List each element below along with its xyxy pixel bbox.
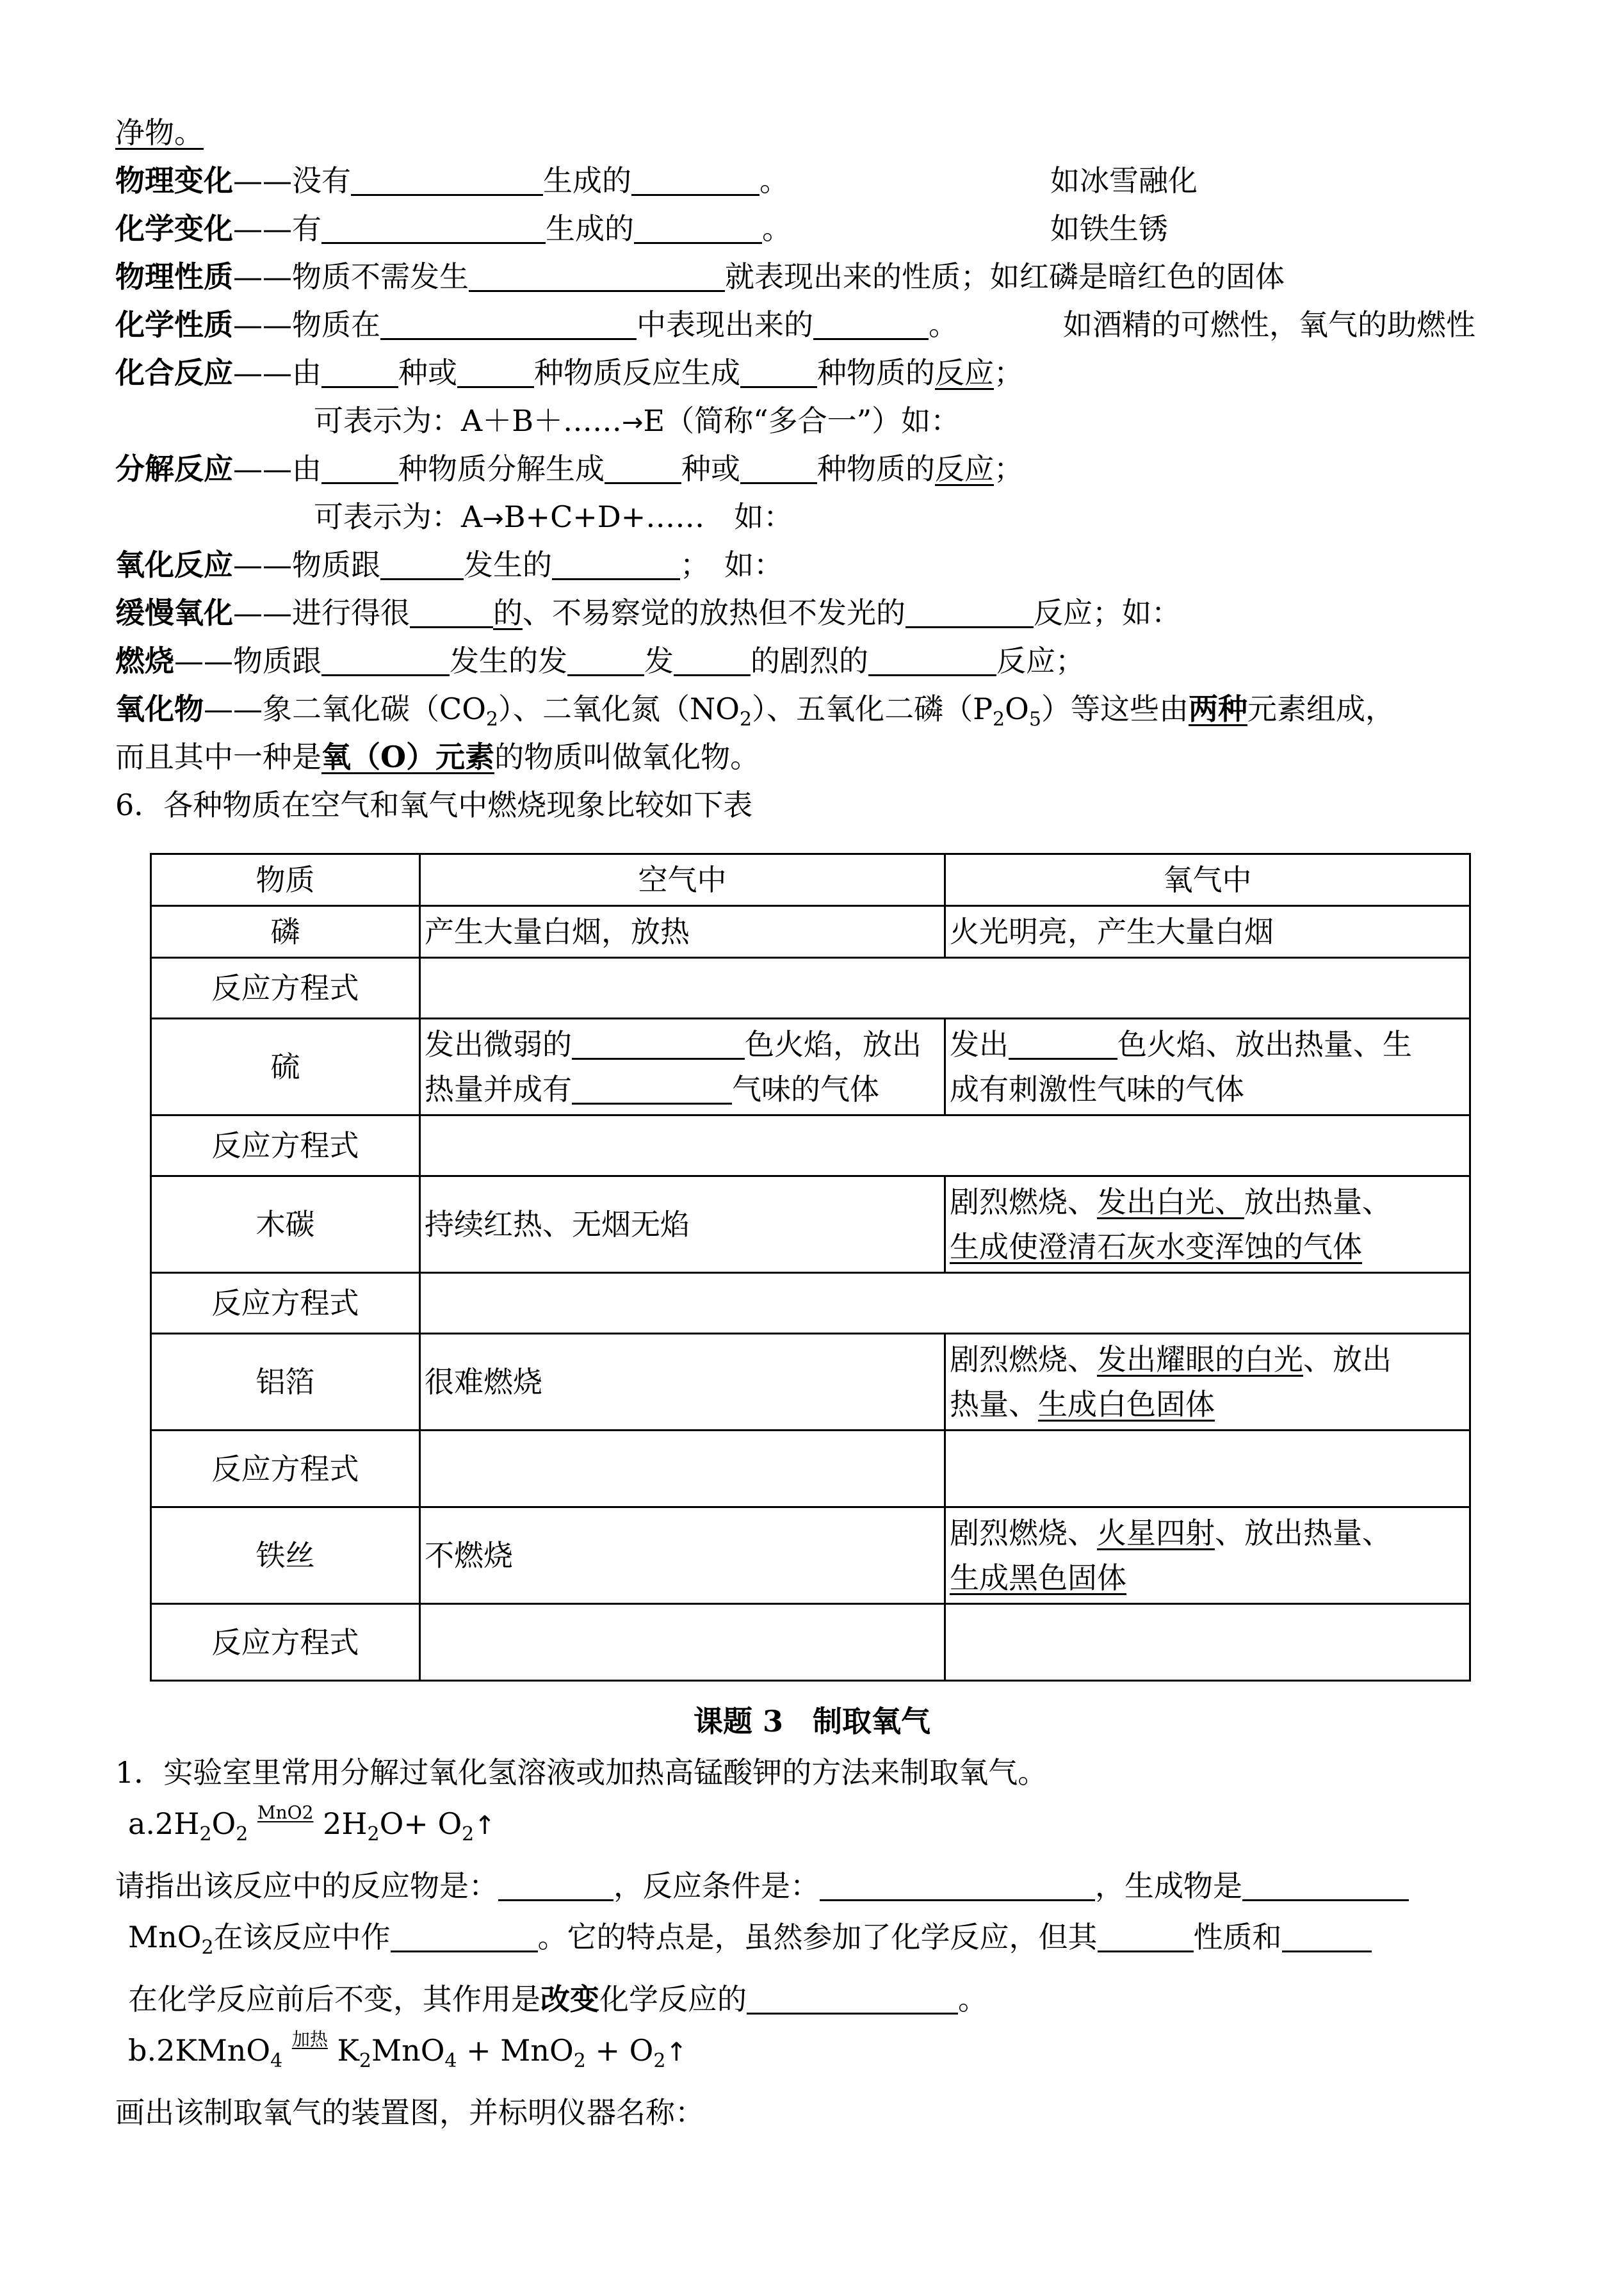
text: ——物质跟 [174,644,321,678]
text: 中表现出来的 [637,307,813,342]
text: 就表现出来的性质；如红磷是暗红色的固体 [725,259,1285,294]
answer-blank[interactable] [747,1978,958,2015]
text: ——有 [233,211,321,246]
answer-blank[interactable] [1242,1865,1409,1901]
text: ）、五氧化二磷（P [752,692,993,726]
table-header-row [151,854,1470,906]
table-row [151,1019,1470,1115]
header-cell: 物质 [151,854,420,906]
text: 1．实验室里常用分解过氧化氢溶液或加热高锰酸钾的方法来制取氧气。 [115,1755,1048,1790]
text: ——物质在 [233,307,380,342]
text: 。 [929,307,958,342]
header-cell: 氧气中 [945,854,1470,906]
oxide-line-2 [115,733,1524,781]
text: ——由 [233,451,321,486]
subscript: 2 [573,2050,586,2072]
oxygen-cell [945,1334,1470,1431]
equation-answer-cell[interactable] [945,1604,1470,1681]
formula-text: O+ O [379,1806,462,1841]
equation-answer-cell[interactable] [420,1273,1470,1334]
underlined-text: 发出耀眼的白光 [1097,1342,1303,1377]
substance-cell: 磷 [151,906,420,958]
equation-label: 反应方程式 [151,1115,420,1176]
formula-text: a.2H [128,1806,200,1841]
reaction-condition: MnO2 [257,1802,314,1823]
equation-row [151,1431,1470,1507]
substance-cell: 木碳 [151,1176,420,1273]
text: ； [994,451,1023,486]
text: ——没有 [233,163,351,198]
text: 色火焰，放出 [745,1027,922,1062]
term-oxide: 氧化物 [115,692,204,726]
text: 种物质的 [817,451,935,486]
text: 生成的 [546,211,634,246]
text: ——物质跟 [233,547,380,582]
text: 请指出该反应中的反应物是： [115,1869,498,1903]
subscript: 2 [201,1936,214,1959]
formula-text: O [211,1806,236,1841]
equation-row [151,1273,1470,1334]
emphasis-text: 改变 [540,1982,599,2016]
text: ； 如： [680,547,783,582]
answer-blank[interactable] [1009,1023,1117,1060]
slow-oxidation-line [115,589,1524,637]
answer-blank[interactable] [905,592,1034,628]
decomposition-formula-line [115,493,1524,541]
lesson-3-section [115,1747,1524,2138]
equation-answer-cell[interactable] [420,1431,945,1507]
example-text: 如冰雪融化 [1050,163,1198,198]
example-text: 如铁生锈 [1050,211,1168,246]
text: 。 [762,211,792,246]
oxide-line [115,685,1524,733]
question-line-1 [115,1860,1524,1911]
text: 。 [759,163,789,198]
answer-blank[interactable] [1282,1916,1372,1952]
text: 气味的气体 [732,1072,879,1107]
formula-text: 可表示为：A [314,499,483,534]
answer-blank[interactable] [321,352,398,388]
answer-blank[interactable] [572,1068,732,1105]
right-arrow-icon: → [482,504,504,533]
formula-text: B+C+D+…… 如： [503,499,793,534]
text: 反应；如： [1034,596,1181,630]
formula-text: b.2KMnO [128,2033,271,2068]
answer-blank[interactable] [380,304,637,340]
answer-blank[interactable] [351,159,543,196]
equation-b [115,2025,1524,2087]
chemical-property-line [115,301,1524,349]
question-line-2 [115,1911,1524,1974]
table-row [151,906,1470,958]
text: 发 [644,644,674,678]
item-6-heading [115,781,1524,829]
definitions-section [115,109,1524,829]
subscript: 2 [367,1823,380,1845]
equation-label: 反应方程式 [151,958,420,1019]
text: 画出该制取氧气的装置图，并标明仪器名称： [115,2095,704,2130]
lesson-title: 课题 3 制取氧气 [693,1704,931,1739]
underlined-text: 生成使澄清石灰水变浑蚀的气体 [950,1229,1362,1264]
text: ——由 [233,355,321,390]
subscript: 2 [485,708,499,731]
text: ）、二氧化氮（NO [498,692,740,726]
underlined-text: 的 [493,596,523,630]
subscript: 5 [1028,708,1041,731]
reaction-condition: 加热 [291,2029,328,2050]
text: ——物质不需发生 [233,259,469,294]
substance-cell: 铝箔 [151,1334,420,1431]
item-1-text [115,1747,1524,1798]
text: 剧烈燃烧、 [950,1516,1097,1550]
oxidation-reaction-line [115,541,1524,589]
underlined-text: 生成黑色固体 [950,1561,1126,1595]
underlined-text: 发出白光、 [1097,1185,1244,1219]
gas-arrow-icon: ↑ [665,2038,687,2067]
question-line-3 [115,1974,1524,2025]
answer-blank[interactable] [572,1023,745,1060]
text: ——进行得很 [233,596,410,630]
substance-cell: 硫 [151,1019,420,1115]
equation-answer-cell[interactable] [420,958,1470,1019]
decomposition-reaction-line [115,445,1524,493]
answer-blank[interactable] [813,304,929,340]
text: MnO [128,1920,202,1954]
underlined-text: 生成白色固体 [1038,1387,1215,1422]
text: 热量、 [950,1387,1038,1422]
answer-blank[interactable] [410,592,493,628]
text: 、不易察觉的放热但不发光的 [523,596,905,630]
subscript: 2 [739,708,752,731]
text: 反应； [996,644,1085,678]
example-text: 如酒精的可燃性，氧气的助燃性 [1063,307,1475,342]
term-burning: 燃烧 [115,644,174,678]
answer-blank[interactable] [605,448,681,484]
table-row [151,1334,1470,1431]
subscript: 2 [993,708,1005,731]
combination-reaction-line [115,349,1524,397]
oxygen-cell [945,1507,1470,1604]
text: 、放出 [1303,1342,1392,1377]
text: ，反应条件是： [613,1869,820,1903]
text: 而且其中一种是 [115,740,321,774]
combustion-comparison-table [150,853,1471,1682]
formula-text: 可表示为：A＋B＋…… [314,403,622,438]
right-arrow-icon: → [622,408,644,437]
subscript: 2 [653,2050,666,2072]
text: 种或 [681,451,740,486]
air-cell: 产生大量白烟，放热 [420,906,945,958]
equation-row [151,958,1470,1019]
term-physical-property: 物理性质 [115,259,233,294]
answer-blank[interactable] [321,448,398,484]
text: 的剧烈的 [751,644,868,678]
term-decomposition-reaction: 分解反应 [115,451,233,486]
text: 、放出热量、 [1215,1516,1392,1550]
text: 元素组成， [1247,692,1395,726]
formula-text: MnO [371,2033,445,2068]
text: 种物质的 [817,355,935,390]
burning-line [115,637,1524,685]
equation-answer-cell[interactable] [945,1431,1470,1507]
text: 剧烈燃烧、 [950,1185,1097,1219]
answer-blank[interactable] [457,352,534,388]
equation-answer-cell[interactable] [420,1604,945,1681]
answer-blank[interactable] [740,448,817,484]
term-chemical-change: 化学变化 [115,211,233,246]
term-slow-oxidation: 缓慢氧化 [115,596,233,630]
text: 6．各种物质在空气和氧气中燃烧现象比较如下表 [115,788,753,822]
oxygen-cell [945,1176,1470,1273]
answer-blank[interactable] [820,1865,1095,1901]
subscript: 2 [462,1823,475,1845]
text: 。它的特点是，虽然参加了化学反应，但其 [537,1920,1098,1954]
text: ）等这些由 [1041,692,1189,726]
emphasis-text: 氧（O）元素 [321,740,495,774]
physical-change-line [115,157,1524,205]
answer-blank[interactable] [634,207,762,244]
text: ； [994,355,1023,390]
text: 化学反应的 [599,1982,747,2016]
header-cell: 空气中 [420,854,945,906]
text: 性质和 [1193,1920,1282,1954]
formula-text: K [337,2033,359,2068]
term-physical-change: 物理变化 [115,163,233,198]
physical-property-line [115,253,1524,301]
chemical-change-line [115,205,1524,253]
answer-blank[interactable] [552,544,680,580]
subscript: 4 [444,2050,457,2072]
air-cell: 持续红热、无烟无焰 [420,1176,945,1273]
text: 生成的 [543,163,631,198]
text: 在该反应中作 [213,1920,391,1954]
underlined-text: 反应 [935,451,994,486]
term-chemical-property: 化学性质 [115,307,233,342]
table-row [151,1507,1470,1604]
text: 种物质分解生成 [398,451,605,486]
text: 种物质反应生成 [534,355,740,390]
text: 发出微弱的 [425,1027,572,1062]
term-combination-reaction: 化合反应 [115,355,233,390]
text: 热量并成有 [425,1072,572,1107]
answer-blank[interactable] [321,640,450,676]
text: 色火焰、放出热量、生 [1117,1027,1412,1062]
subscript: 4 [270,2050,283,2072]
text: ——象二氧化碳（CO [204,692,486,726]
equation-row [151,1115,1470,1176]
text: 发出 [950,1027,1009,1062]
equation-a [115,1798,1524,1860]
answer-blank[interactable] [740,352,817,388]
answer-blank[interactable] [391,1916,538,1952]
equation-answer-cell[interactable] [420,1115,1470,1176]
text: 剧烈燃烧、 [950,1342,1097,1377]
subscript: 2 [199,1823,212,1845]
equation-label: 反应方程式 [151,1604,420,1681]
formula-text: + O [585,2033,654,2068]
text: 发生的 [464,547,552,582]
oxygen-cell: 火光明亮，产生大量白烟 [945,906,1470,958]
answer-blank[interactable] [498,1865,613,1901]
formula-text: E（简称“多合一”）如： [643,403,961,438]
answer-blank[interactable] [674,640,751,676]
text: 发生的发 [450,644,567,678]
text: 种或 [398,355,457,390]
answer-blank[interactable] [567,640,644,676]
answer-blank[interactable] [631,159,759,196]
table-row [151,1176,1470,1273]
underlined-text: 反应 [935,355,994,390]
equation-label: 反应方程式 [151,1431,420,1507]
subscript: 2 [236,1823,248,1845]
combination-formula-line [115,397,1524,445]
subscript: 2 [359,2050,371,2072]
answer-blank[interactable] [469,255,725,292]
text: 成有刺激性气味的气体 [950,1072,1244,1107]
oxygen-cell [945,1019,1470,1115]
text: O [1005,692,1029,726]
fragment-text: 净物。 [115,115,204,150]
air-cell [420,1019,945,1115]
equation-row [151,1604,1470,1681]
text: ，生成物是 [1095,1869,1242,1903]
answer-blank[interactable] [380,544,464,580]
answer-blank[interactable] [868,640,996,676]
term-oxidation-reaction: 氧化反应 [115,547,233,582]
air-cell: 不燃烧 [420,1507,945,1604]
air-cell: 很难燃烧 [420,1334,945,1431]
text: 。 [958,1982,987,2016]
underlined-text: 火星四射 [1097,1516,1215,1550]
formula-text: + MnO [457,2033,574,2068]
answer-blank[interactable] [321,207,546,244]
text: 在化学反应前后不变，其作用是 [128,1982,540,2016]
equation-label: 反应方程式 [151,1273,420,1334]
draw-instruction [115,2087,1524,2138]
answer-blank[interactable] [1098,1916,1194,1952]
emphasis-text: 两种 [1188,692,1247,726]
gas-arrow-icon: ↑ [474,1811,496,1840]
substance-cell: 铁丝 [151,1507,420,1604]
formula-text: 2H [323,1806,368,1841]
text-line [115,109,1524,157]
text: 放出热量、 [1244,1185,1392,1219]
text: 的物质叫做氧化物。 [494,740,760,774]
